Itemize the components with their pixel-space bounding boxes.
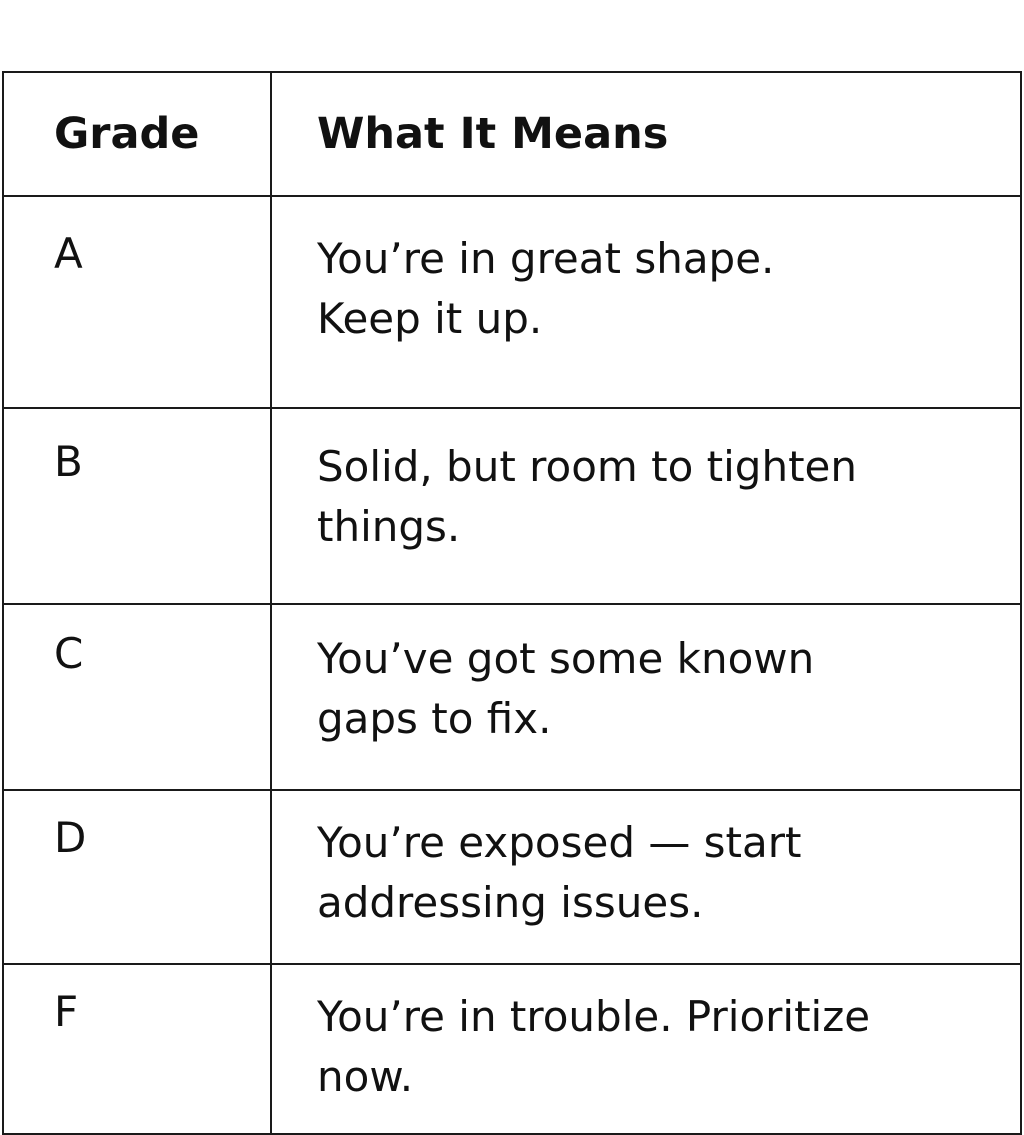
header-meaning: What It Means (271, 72, 1021, 196)
table-header-row (3, 72, 1021, 196)
grade-cell: F (3, 964, 271, 1134)
meaning-line: You’ve got some known (317, 634, 815, 683)
grade-cell: D (3, 790, 271, 964)
meaning-line: things. (317, 502, 461, 551)
grade-cell: B (3, 408, 271, 604)
meaning-cell (271, 604, 1021, 790)
meaning-line: You’re in great shape. (317, 234, 775, 283)
meaning-cell (271, 408, 1021, 604)
table-row (3, 790, 1021, 964)
grade-cell: C (3, 604, 271, 790)
meaning-line: Solid, but room to tighten (317, 442, 858, 491)
table-row (3, 408, 1021, 604)
grade-cell: A (3, 196, 271, 408)
table-row (3, 964, 1021, 1134)
meaning-line: You’re exposed — start (317, 818, 802, 867)
meaning-cell (271, 790, 1021, 964)
meaning-line: gaps to fix. (317, 694, 552, 743)
table-row (3, 604, 1021, 790)
grade-table (2, 71, 1022, 1135)
table-row (3, 196, 1021, 408)
meaning-line: You’re in trouble. Prioritize (317, 992, 871, 1041)
header-grade: Grade (3, 72, 271, 196)
meaning-line: now. (317, 1052, 414, 1101)
meaning-cell (271, 196, 1021, 408)
meaning-cell (271, 964, 1021, 1134)
meaning-line: Keep it up. (317, 294, 543, 343)
meaning-line: addressing issues. (317, 878, 704, 927)
